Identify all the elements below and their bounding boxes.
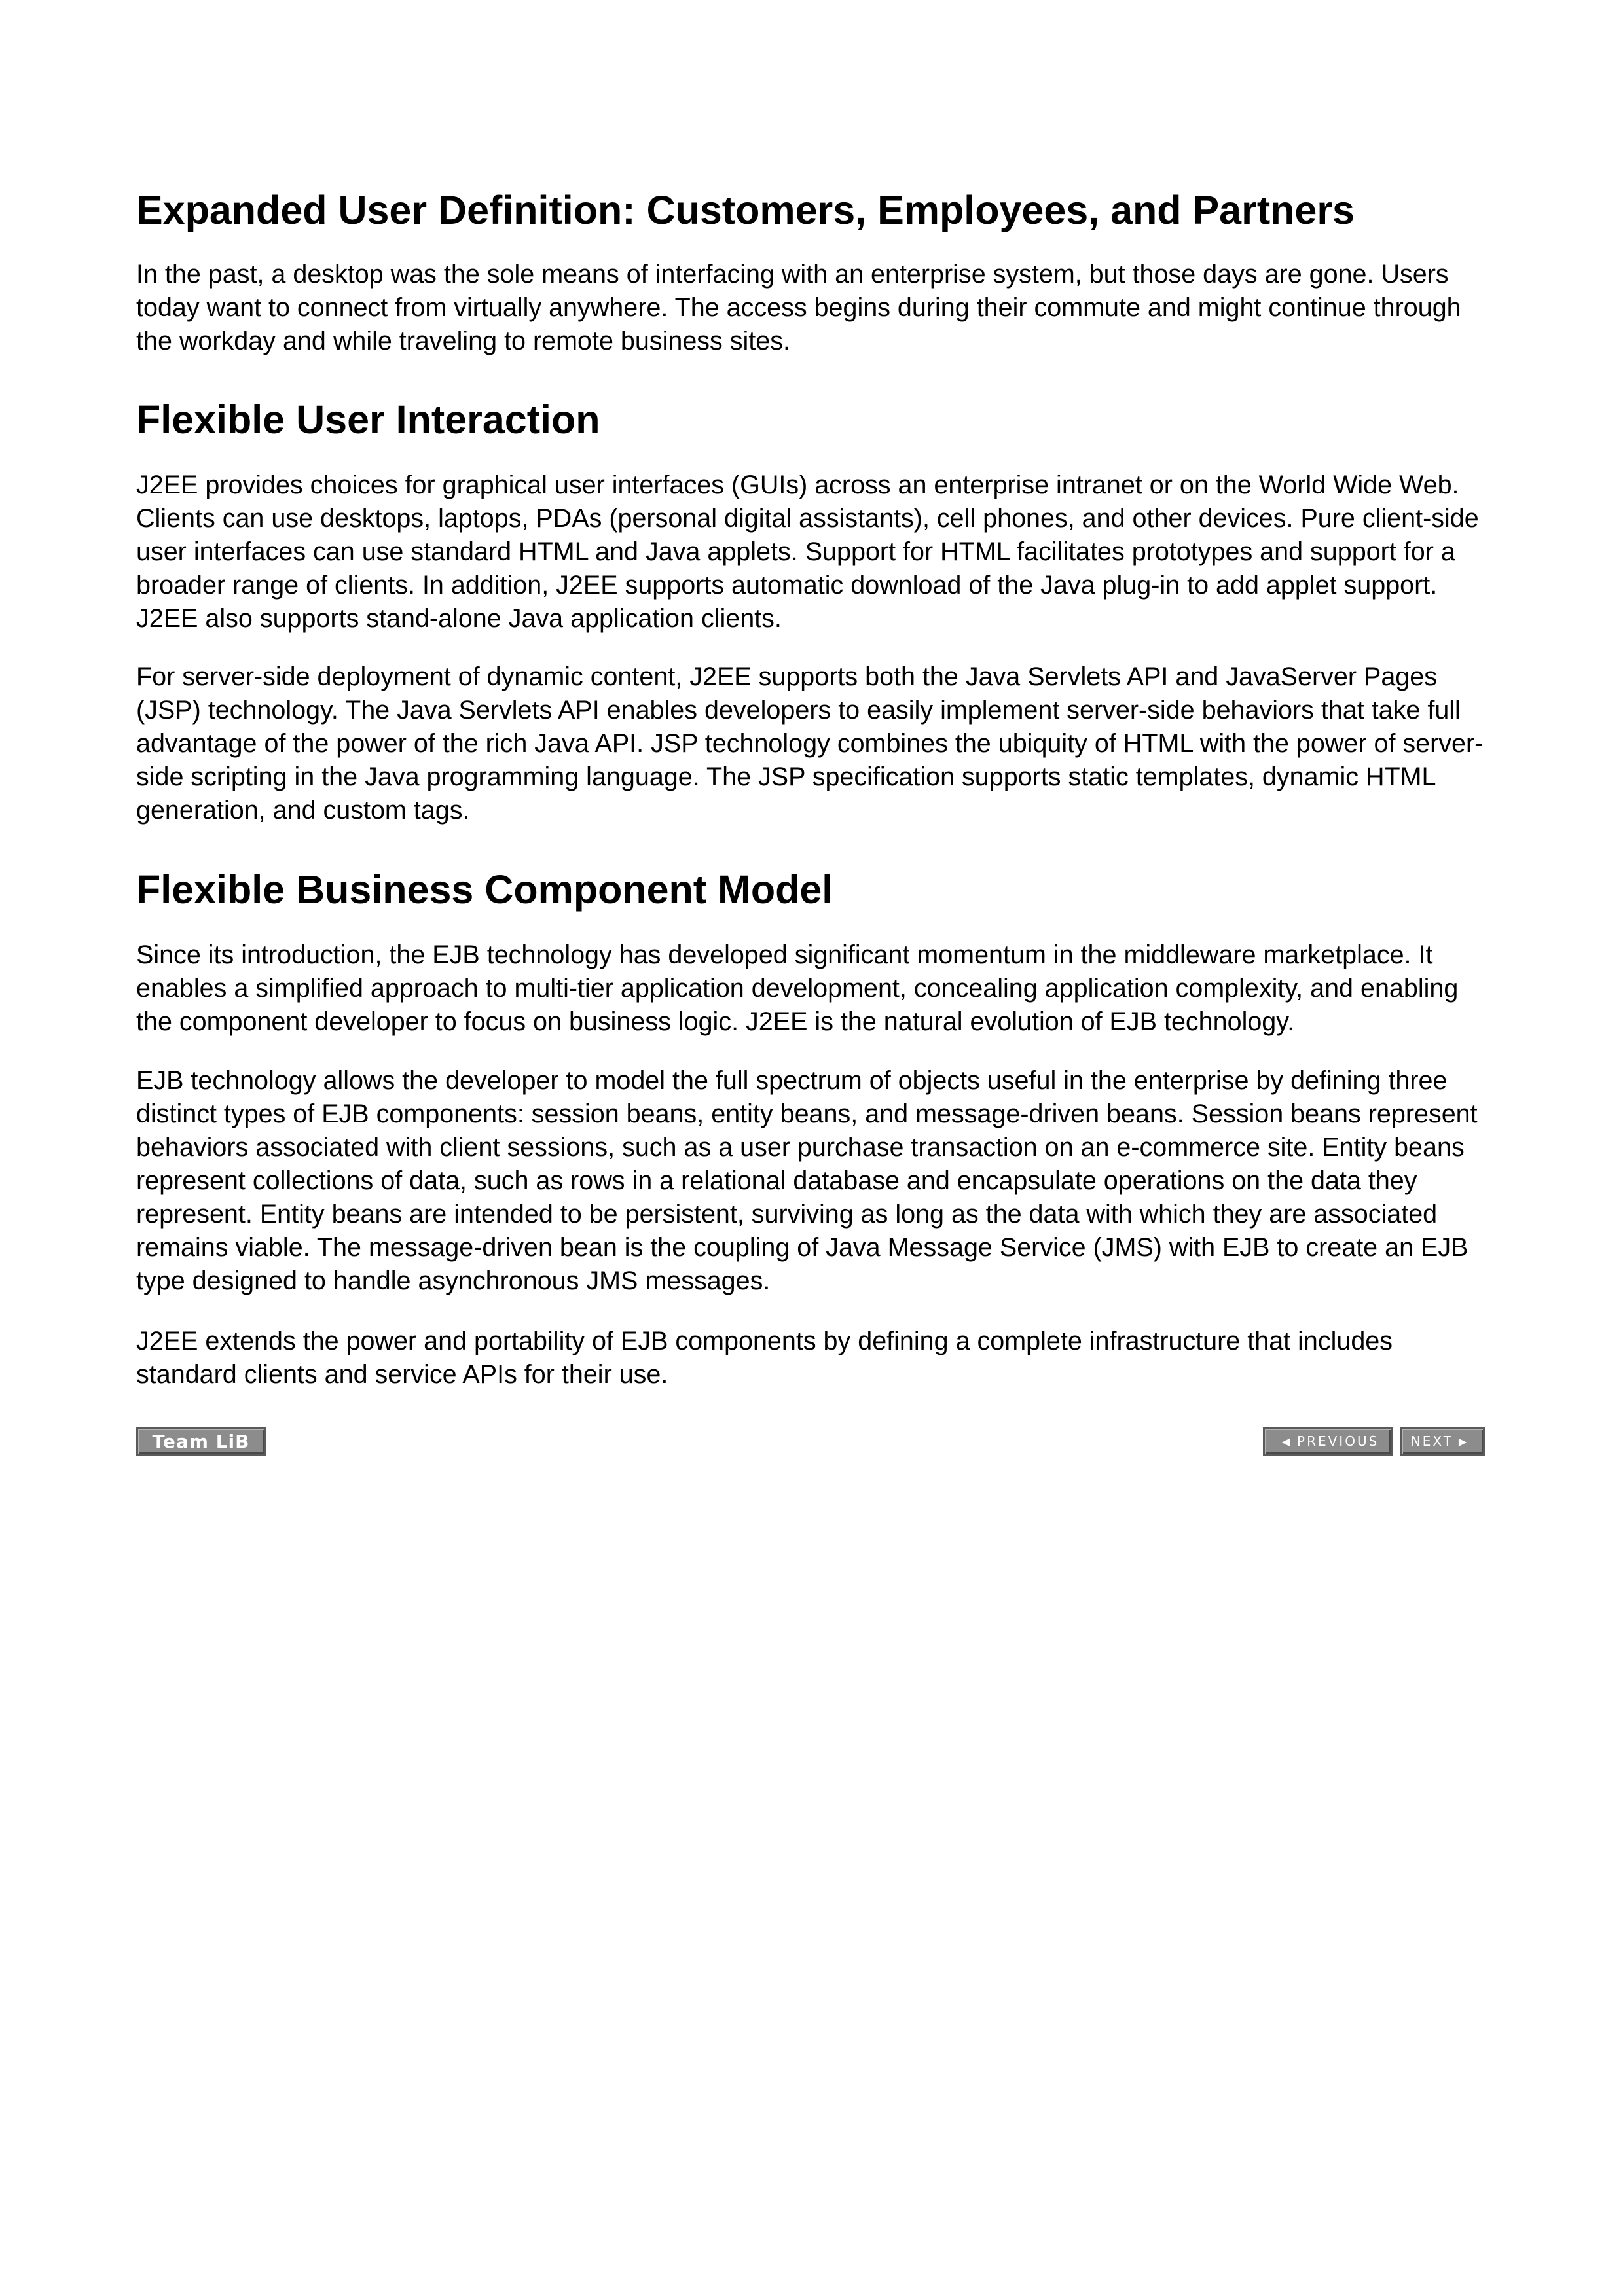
next-button[interactable]: [1400, 1427, 1485, 1456]
arrow-right-icon: ▶: [1458, 1435, 1469, 1448]
arrow-left-icon: ◀: [1281, 1435, 1292, 1448]
previous-button[interactable]: [1263, 1427, 1393, 1456]
paragraph-expanded-user-definition: In the past, a desktop was the sole means of interfacing with an enterprise system, but those days are gone. Users today want to connect from virtually anywhere. The access begins during their commute and might continue through the workday and while traveling to remote business sites.: [136, 260, 1461, 355]
next-label: NEXT: [1410, 1433, 1453, 1449]
paragraph-ejb-components: EJB technology allows the developer to model the full spectrum of objects useful in the enterprise by defining three distinct types of EJB components: session beans, entity beans, and message-driven beans. Session beans represent behaviors associated with client sessions, such as a user purchase transaction on an e-commerce site. Entity beans represent collections of data, such as rows in a relational database and encapsulate operations on the data they represent. Entity beans are intended to be persistent, surviving as long as the data with which they are associated remains viable. The message-driven bean is the coupling of Java Message Service (JMS) with EJB to create an EJB type designed to handle asynchronous JMS messages.: [136, 1066, 1478, 1295]
paragraph-ejb-introduction: Since its introduction, the EJB technology has developed significant momentum in the middleware marketplace. It enables a simplified approach to multi-tier application development, concealing application complexity, and enabling the component developer to focus on business logic. J2EE is the natural evolution of EJB technology.: [136, 941, 1459, 1036]
paragraph-gui-choices: J2EE provides choices for graphical user interfaces (GUIs) across an enterprise intranet or on the World Wide Web. Clients can use desktops, laptops, PDAs (personal digital assistants), cell phones, and other devices. Pure client-side user interfaces can use standard HTML and Java applets. Support for HTML facilitates prototypes and support for a broader range of clients. In addition, J2EE supports automatic download of the Java plug-in to add applet support. J2EE also supports stand-alone Java application clients.: [136, 471, 1479, 633]
heading-expanded-user-definition: Expanded User Definition: Customers, Employees, and Partners: [136, 188, 1355, 232]
heading-flexible-business-component-model: Flexible Business Component Model: [136, 867, 833, 912]
previous-label: PREVIOUS: [1297, 1433, 1379, 1449]
page-navigation-bar: [136, 1427, 1485, 1456]
team-lib-label: Team LiB: [152, 1430, 250, 1452]
paragraph-j2ee-extends: J2EE extends the power and portability of EJB components by defining a complete infrastructure that includes standard clients and service APIs for their use.: [136, 1327, 1393, 1389]
heading-flexible-user-interaction: Flexible User Interaction: [136, 397, 600, 442]
paragraph-server-side-deployment: For server-side deployment of dynamic content, J2EE supports both the Java Servlets API and JavaServer Pages (JSP) technology. The Java Servlets API enables developers to easily implement server-side behaviors that take full advantage of the power of the rich Java API. JSP technology combines the ubiquity of HTML with the power of server-side scripting in the Java programming language. The JSP specification supports static templates, dynamic HTML generation, and custom tags.: [136, 662, 1484, 825]
team-lib-button[interactable]: [136, 1427, 266, 1456]
